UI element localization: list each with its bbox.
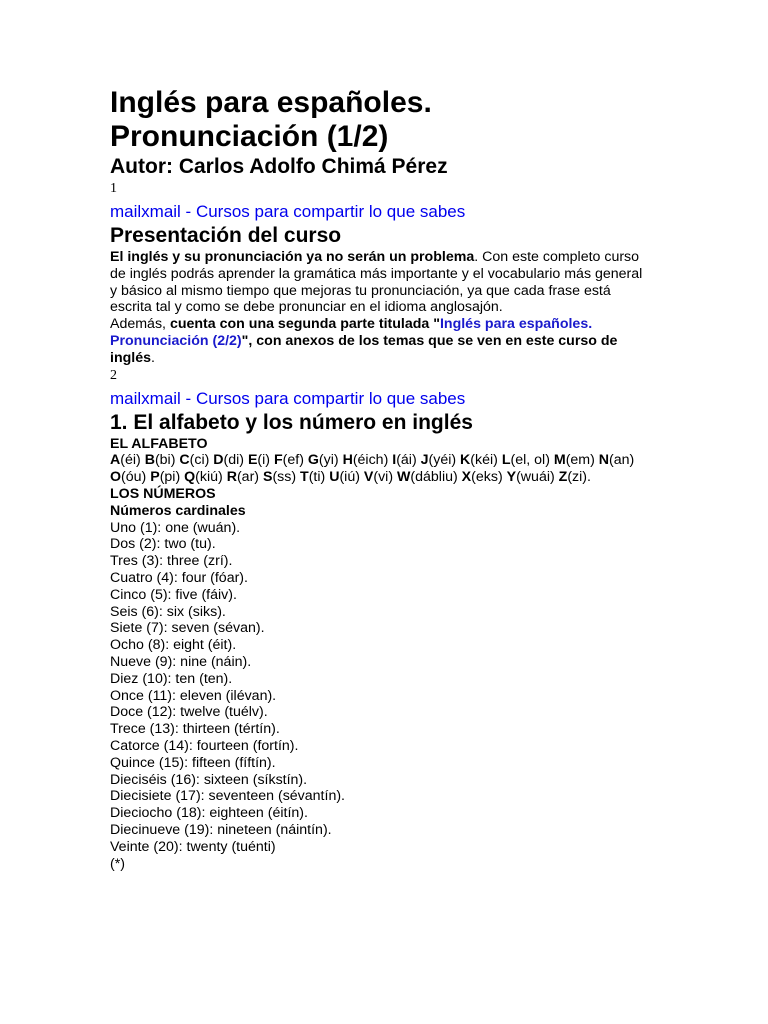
alphabet-pronunciation: (ar) <box>236 469 263 486</box>
alphabet-pronunciation: (yéi) <box>428 452 461 469</box>
cardinals-heading: Números cardinales <box>110 502 246 519</box>
alphabet-letter: N <box>598 452 610 469</box>
period: . <box>151 349 155 366</box>
intro-bold: El inglés y su pronunciación ya no serán un problema <box>110 249 475 265</box>
alphabet-pronunciation: (kéi) <box>470 452 502 469</box>
alphabet-letter: A <box>110 452 121 469</box>
mailxmail-link-2[interactable]: mailxmail - Cursos para compartir lo que sabes <box>110 388 466 408</box>
cardinal-number-line: Nueve (9): nine (náin). <box>110 653 252 670</box>
mailxmail-link-1[interactable]: mailxmail - Cursos para compartir lo que sabes <box>110 202 466 221</box>
cardinals-list <box>110 520 658 873</box>
alphabet-pronunciation: (ss) <box>272 469 301 486</box>
alphabet-letter: L <box>501 452 511 469</box>
alphabet-letter: R <box>226 469 237 486</box>
alphabet-letter: Z <box>558 469 568 486</box>
cardinal-number-line: Quince (15): fifteen (fíftín). <box>110 754 276 771</box>
title-line-1: Inglés para españoles. <box>110 86 432 119</box>
alphabet-pronunciation: (éi) <box>120 452 145 469</box>
alphabet-pronunciation: (dábliu) <box>410 469 462 486</box>
presentation-heading: Presentación del curso <box>110 224 342 247</box>
alphabet-pronunciation: (kiú) <box>195 469 227 486</box>
alphabet-pronunciation: (ái) <box>396 452 421 469</box>
alphabet-letter: I <box>392 452 397 469</box>
alphabet-pronunciation: (an) <box>609 452 635 469</box>
alphabet-pronunciation: (yi) <box>318 452 343 469</box>
alphabet-letter: F <box>273 452 283 469</box>
alphabet-letter: D <box>213 452 224 469</box>
presentation-line-1 <box>110 249 658 266</box>
cardinal-number-line: Dos (2): two (tu). <box>110 536 216 553</box>
alphabet-pronunciation: (ti) <box>308 469 330 486</box>
alphabet-letter: B <box>144 452 155 469</box>
alphabet-letter: J <box>420 452 429 469</box>
second-part-link[interactable]: Inglés para españoles. Pronunciación (2/2) <box>110 316 593 349</box>
page-number-1: 1 <box>110 181 117 196</box>
numbers-heading: LOS NÚMEROS <box>110 485 216 502</box>
title-line-2: Pronunciación (1/2) <box>110 120 389 153</box>
presentation-line-5 <box>110 316 658 350</box>
alphabet-letter: W <box>397 469 411 486</box>
alphabet-letter: H <box>342 452 353 469</box>
presentation-paragraph <box>110 249 658 367</box>
alphabet-letter: S <box>262 469 273 486</box>
presentation-line-6 <box>110 350 658 367</box>
alphabet-pronunciation: (di) <box>223 452 248 469</box>
cardinal-number-line: Tres (3): three (zrí). <box>110 553 233 570</box>
cardinal-number-line: Cinco (5): five (fáiv). <box>110 586 237 603</box>
presentation-line-4: escrita tal y como se debe pronunciar en el idioma anglosajón. <box>110 299 503 316</box>
alphabet-pronunciation: (wuái) <box>516 469 559 486</box>
alphabet-letter: E <box>247 452 258 469</box>
alphabet-letter: O <box>110 469 122 486</box>
alphabet-letter: V <box>363 469 374 486</box>
alphabet-letter: T <box>300 469 309 486</box>
page-title <box>110 86 658 154</box>
cardinal-number-line: Diez (10): ten (ten). <box>110 670 233 687</box>
alphabet-letter: Q <box>184 469 196 486</box>
intro-rest: . Con este completo curso <box>474 249 640 265</box>
alphabet-pronunciation: (bi) <box>154 452 180 469</box>
cardinal-number-line: Uno (1): one (wuán). <box>110 519 241 536</box>
cardinal-number-line: Ocho (8): eight (éit). <box>110 637 237 654</box>
cardinal-number-line: Seis (6): six (siks). <box>110 603 226 620</box>
alphabet-pronunciation: (el, ol) <box>510 452 554 469</box>
alphabet-pronunciation: (óu) <box>121 469 151 486</box>
ingles-bold: inglés <box>110 349 151 366</box>
alphabet-row-2 <box>110 469 658 486</box>
alphabet-letter: X <box>461 469 472 486</box>
presentation-line-2: de inglés podrás aprender la gramática más importante y el vocabulario más general <box>110 265 643 282</box>
cardinal-number-line: (*) <box>110 855 125 872</box>
cardinal-number-line: Dieciséis (16): sixteen (síkstín). <box>110 771 308 788</box>
alphabet-row-1 <box>110 452 658 469</box>
cardinal-number-line: Siete (7): seven (sévan). <box>110 620 265 637</box>
annex-text: ", con anexos de los temas que se ven en este curso de <box>241 332 618 349</box>
cardinal-number-line: Dieciocho (18): eighteen (éitín). <box>110 805 308 822</box>
cardinal-number-line: Veinte (20): twenty (tuénti) <box>110 838 276 855</box>
cardinal-number-line: Once (11): eleven (ilévan). <box>110 687 277 704</box>
alphabet-heading: EL ALFABETO <box>110 435 208 452</box>
alphabet-pronunciation: (vi) <box>373 469 397 486</box>
cardinal-number-line: Diecinueve (19): nineteen (náintín). <box>110 821 332 838</box>
alphabet-letter: M <box>553 452 566 469</box>
document-content <box>110 86 658 872</box>
alphabet-pronunciation: (em) <box>565 452 599 469</box>
cardinal-number-line: Doce (12): twelve (tuélv). <box>110 704 268 721</box>
alphabet-pronunciation: (pi) <box>159 469 185 486</box>
page-number-2: 2 <box>110 367 117 383</box>
presentation-line-3: y básico al mismo tiempo que mejoras tu pronunciación, ya que cada frase está <box>110 282 611 299</box>
ademas-text: Además, <box>110 316 170 333</box>
alphabet-letter: Y <box>506 469 517 486</box>
section-1-heading: 1. El alfabeto y los número en inglés <box>110 410 473 434</box>
second-part-text: cuenta con una segunda parte titulada " <box>169 316 440 333</box>
alphabet-letter: K <box>460 452 471 469</box>
author-line: Autor: Carlos Adolfo Chimá Pérez <box>110 155 448 178</box>
alphabet-letter: C <box>179 452 190 469</box>
cardinal-number-line: Diecisiete (17): seventeen (sévantín). <box>110 788 345 805</box>
alphabet-pronunciation: (éich) <box>352 452 393 469</box>
alphabet-pronunciation: (i) <box>257 452 274 469</box>
cardinal-number-line: Catorce (14): fourteen (fortín). <box>110 737 299 754</box>
alphabet-pronunciation: (iú) <box>339 469 364 486</box>
alphabet-pronunciation: (eks) <box>471 469 507 486</box>
alphabet-pronunciation: (ef) <box>282 452 308 469</box>
cardinal-number-line: Trece (13): thirteen (tértín). <box>110 721 280 738</box>
cardinal-number-line: Cuatro (4): four (fóar). <box>110 569 248 586</box>
alphabet-pronunciation: (ci) <box>189 452 214 469</box>
alphabet-pronunciation: (zi). <box>567 469 591 486</box>
alphabet-letter: G <box>307 452 319 469</box>
alphabet-letter: P <box>150 469 160 486</box>
alphabet-letter: U <box>329 469 340 486</box>
